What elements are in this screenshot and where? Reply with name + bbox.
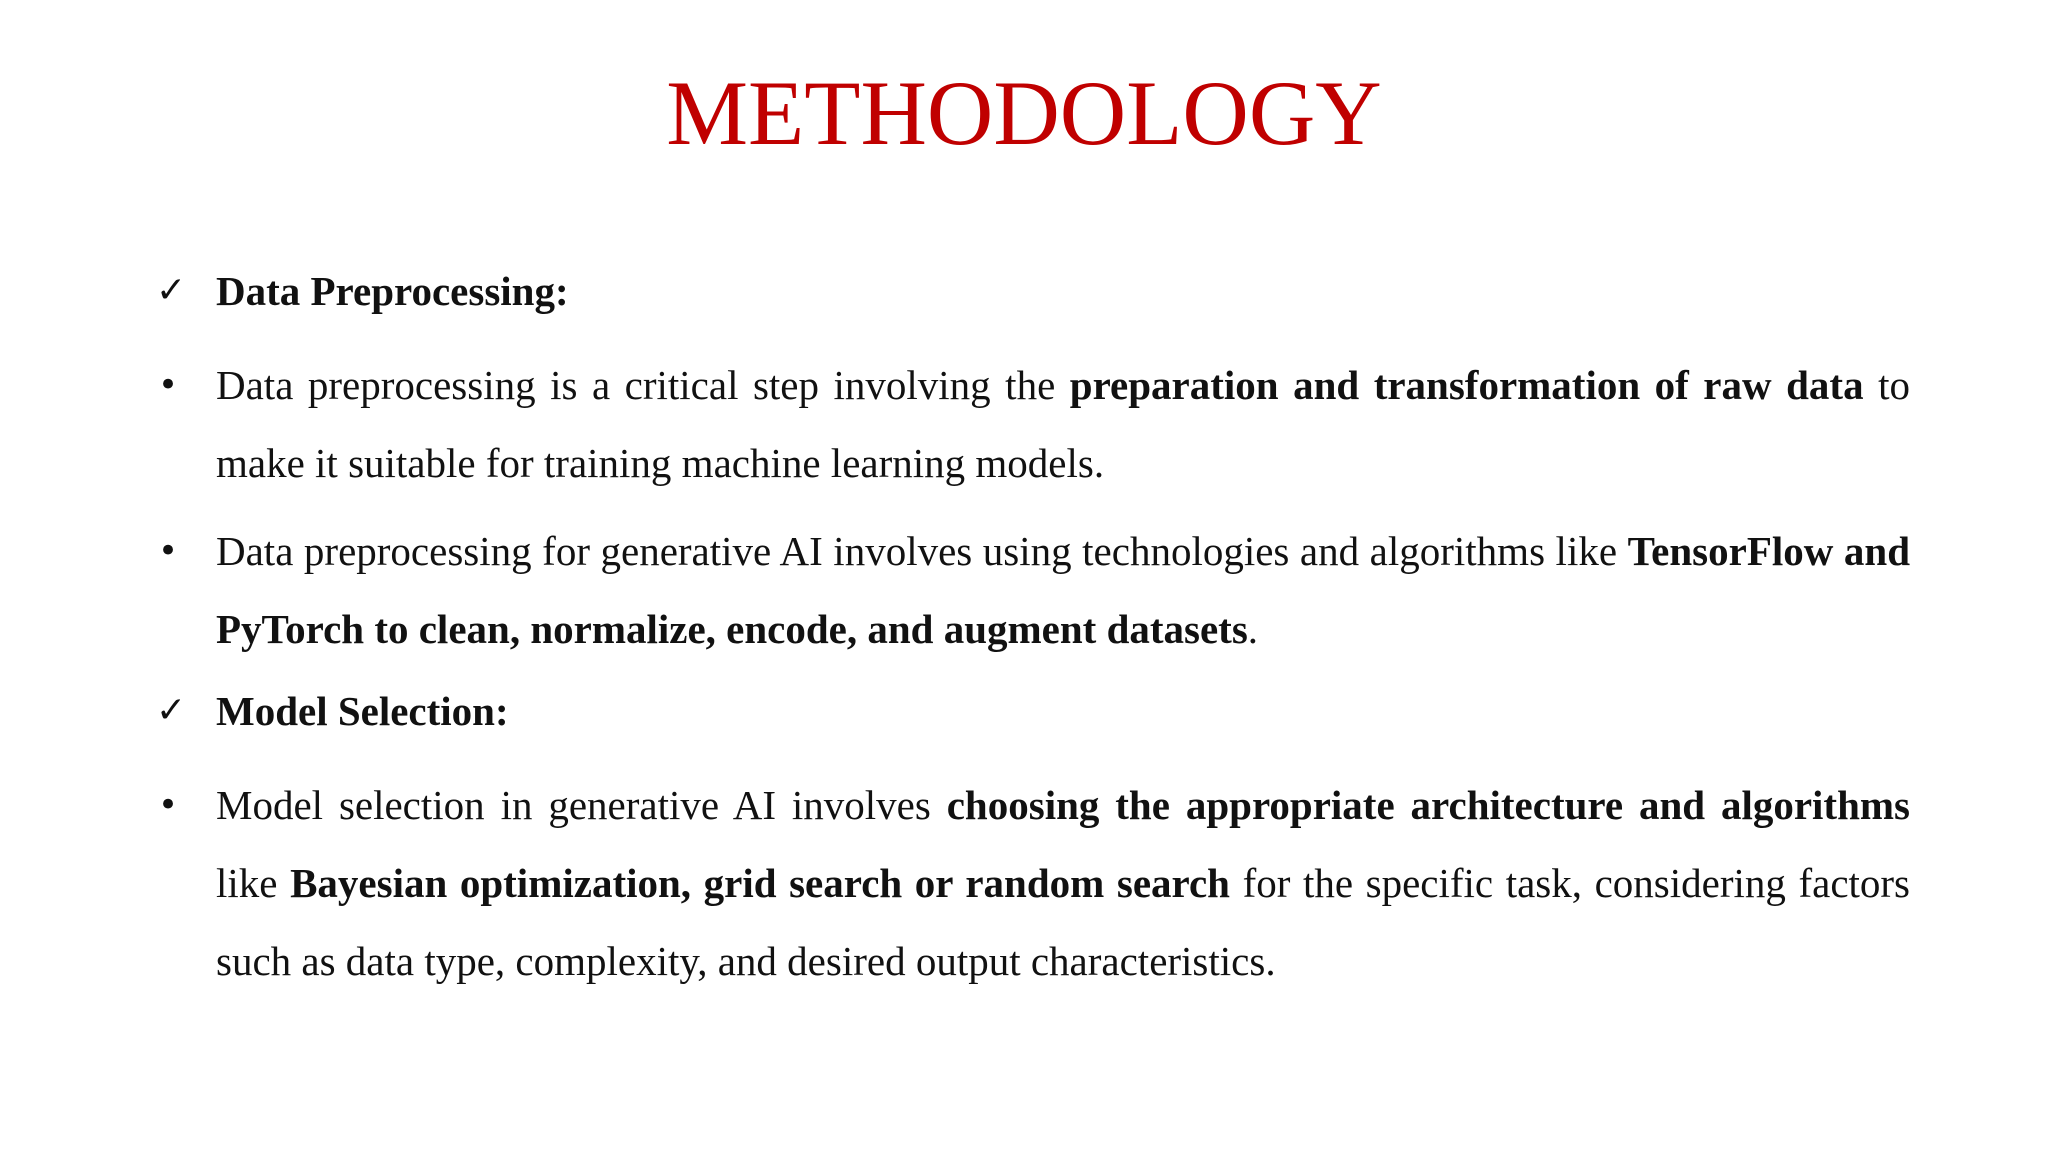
bullet-text-run: like [216, 860, 291, 906]
bullet-icon: • [158, 531, 179, 571]
bullet-text-run: . [1247, 606, 1259, 652]
bullet-item [150, 512, 1910, 668]
bullet-item [150, 766, 1910, 1000]
bullet-icon: • [158, 365, 179, 405]
slide-content [150, 258, 1910, 1010]
checkmark-icon: ✓ [156, 270, 187, 311]
bullet-text-bold-run: choosing the appropriate architecture and algorithms [946, 782, 1910, 828]
section-heading-data-preprocessing [150, 258, 1910, 324]
bullet-item [150, 346, 1910, 502]
bullet-text-run: Model selection in generative AI involves [216, 782, 947, 828]
bullet-text-run: to make it suitable for training machine learning models. [216, 362, 1910, 486]
slide-title: METHODOLOGY [666, 62, 1382, 164]
section-heading-model-selection [150, 678, 1910, 744]
section-heading-text: Data Preprocessing: [216, 268, 569, 314]
bullet-icon: • [158, 785, 179, 825]
section-heading-text: Model Selection: [216, 688, 509, 734]
bullet-text-run: Data preprocessing is a critical step involving the [216, 362, 1070, 408]
bullet-text-bold-run: Bayesian optimization, grid search or random search [290, 860, 1230, 906]
checkmark-icon: ✓ [156, 690, 187, 731]
bullet-text-run: for the specific task, considering factors such as data type, complexity, and desired output characteristics. [216, 860, 1911, 984]
bullet-text-bold-run: preparation and transformation of raw data [1069, 362, 1864, 408]
bullet-text-run: Data preprocessing for generative AI involves using technologies and algorithms like [216, 528, 1628, 574]
bullet-text-bold-run: TensorFlow and PyTorch to clean, normalize, encode, and augment datasets [216, 528, 1910, 652]
